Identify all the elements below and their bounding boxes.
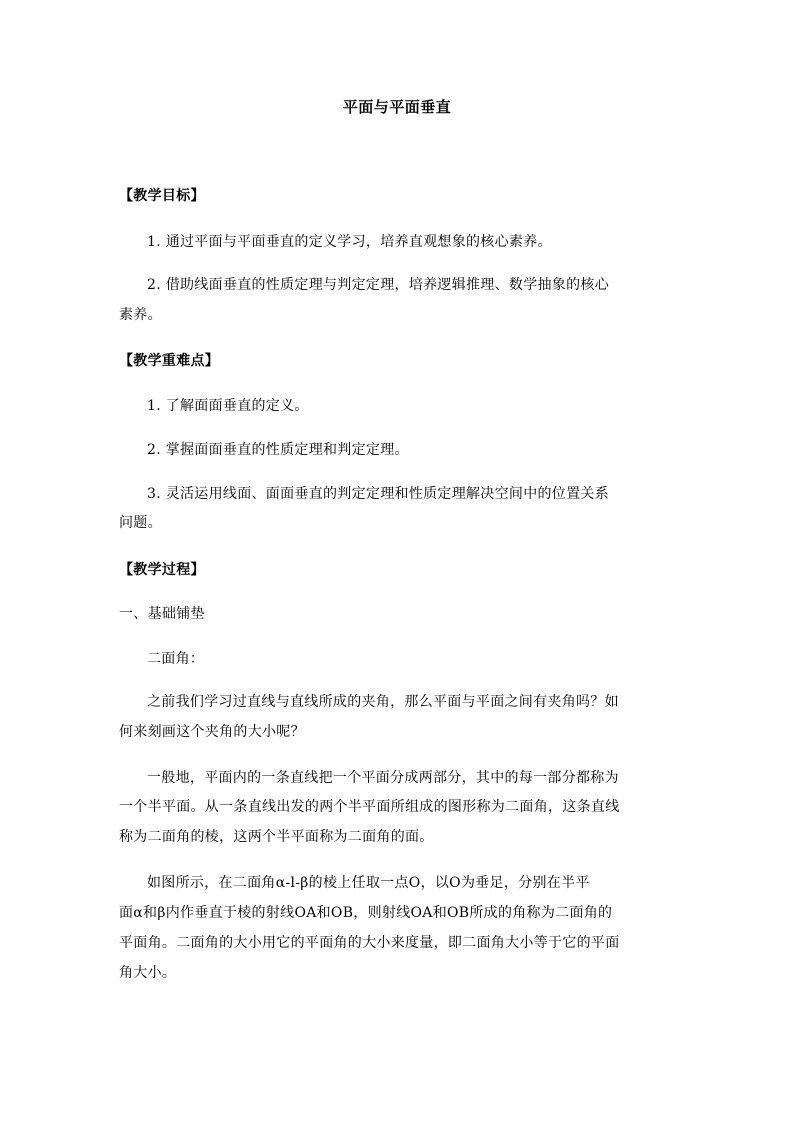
key-points-heading: 【教学重难点】	[119, 353, 220, 369]
process-heading: 【教学过程】	[119, 562, 205, 578]
key-point-item-1: 1. 了解面面垂直的定义。	[147, 398, 309, 414]
paragraph-2-line-1: 一般地，平面内的一条直线把一个平面分成两部分，其中的每一部分都称为	[147, 770, 619, 786]
paragraph-3-line-4: 角大小。	[119, 965, 177, 981]
document-title: 平面与平面垂直	[342, 98, 452, 116]
paragraph-3-line-2: 面α和β内作垂直于棱的射线OA和OB，则射线OA和OB所成的角称为二面角的	[119, 905, 613, 921]
paragraph-2-line-2: 一个半平面。从一条直线出发的两个半平面所组成的图形称为二面角，这条直线	[119, 799, 620, 815]
objective-item-1: 1. 通过平面与平面垂直的定义学习，培养直观想象的核心素养。	[147, 234, 552, 250]
paragraph-3-line-1: 如图所示，在二面角α-l-β的棱上任取一点O，以O为垂足，分别在半平	[147, 875, 590, 891]
paragraph-3-line-3: 平面角。二面角的大小用它的平面角的大小来度量，即二面角大小等于它的平面	[119, 935, 620, 951]
key-point-item-3-line-2: 问题。	[119, 515, 162, 531]
key-point-item-2: 2. 掌握面面垂直的性质定理和判定定理。	[147, 442, 409, 458]
paragraph-1-line-1: 之前我们学习过直线与直线所成的夹角，那么平面与平面之间有夹角吗？如	[147, 694, 619, 710]
section-1-heading: 一、基础铺垫	[119, 606, 205, 622]
objective-item-2-line-1: 2. 借助线面垂直的性质定理与判定定理，培养逻辑推理、数学抽象的核心	[147, 277, 610, 293]
objective-item-2-line-2: 素养。	[119, 307, 162, 323]
objectives-heading: 【教学目标】	[119, 188, 205, 204]
paragraph-1-line-2: 何来刻画这个夹角的大小呢？	[119, 724, 305, 740]
paragraph-2-line-3: 称为二面角的棱，这两个半平面称为二面角的面。	[119, 829, 434, 845]
dihedral-angle-subtitle: 二面角：	[147, 651, 205, 667]
key-point-item-3-line-1: 3. 灵活运用线面、面面垂直的判定定理和性质定理解决空间中的位置关系	[147, 486, 610, 502]
